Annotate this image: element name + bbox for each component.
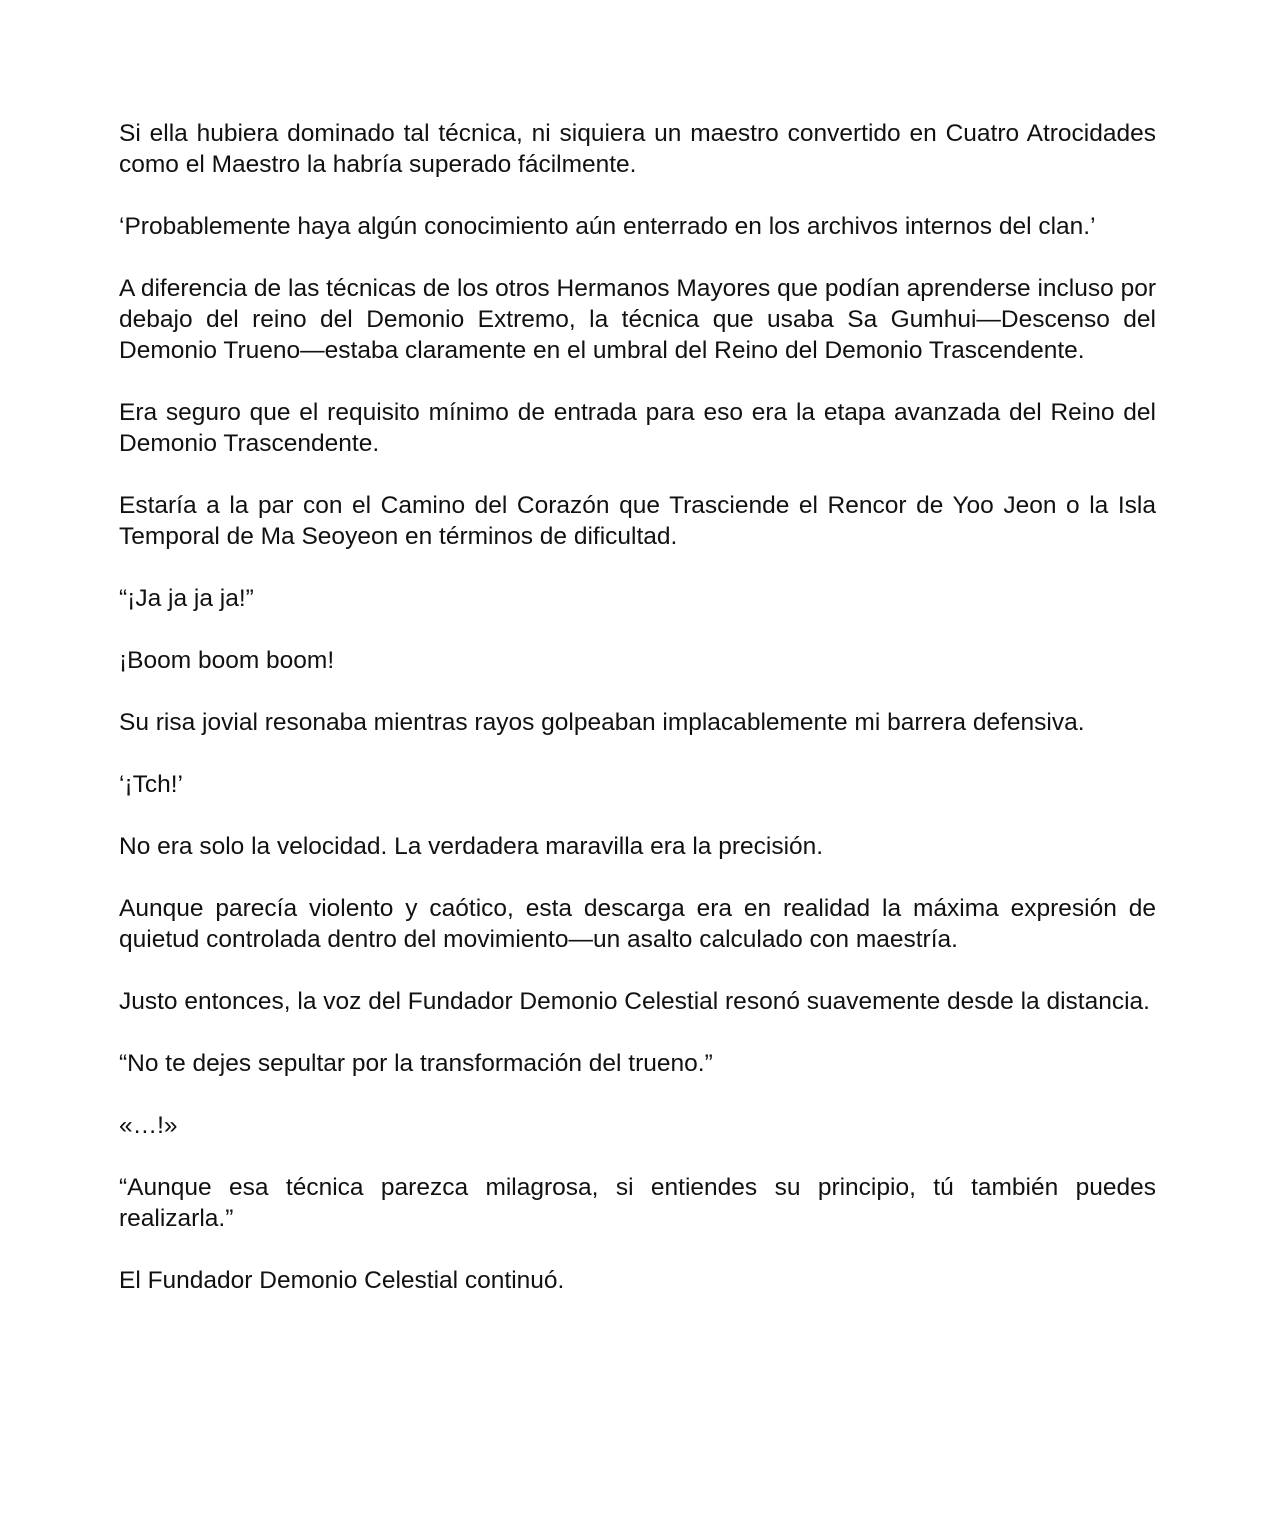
paragraph-10: No era solo la velocidad. La verdadera maravilla era la precisión. bbox=[119, 833, 824, 860]
paragraph-14: «…!» bbox=[119, 1112, 178, 1139]
paragraph-2: ‘Probablemente haya algún conocimiento aún enterrado en los archivos internos del clan.’ bbox=[119, 213, 1096, 240]
paragraph-5: Estaría a la par con el Camino del Corazón que Trasciende el Rencor de Yoo Jeon o la Isla Temporal de Ma Seoyeon en términos de dificultad. bbox=[119, 492, 1156, 550]
paragraph-9: ‘¡Tch!’ bbox=[119, 771, 183, 798]
paragraph-16: El Fundador Demonio Celestial continuó. bbox=[119, 1267, 565, 1294]
paragraph-4: Era seguro que el requisito mínimo de entrada para eso era la etapa avanzada del Reino del Demonio Trascendente. bbox=[119, 399, 1156, 457]
paragraph-15: “Aunque esa técnica parezca milagrosa, si entiendes su principio, tú también puedes realizarla.” bbox=[119, 1174, 1156, 1232]
paragraph-12: Justo entonces, la voz del Fundador Demonio Celestial resonó suavemente desde la distancia. bbox=[119, 988, 1150, 1015]
paragraph-1: Si ella hubiera dominado tal técnica, ni siquiera un maestro convertido en Cuatro Atrocidades como el Maestro la habría superado fácilmente. bbox=[119, 120, 1156, 178]
paragraph-8: Su risa jovial resonaba mientras rayos golpeaban implacablemente mi barrera defensiva. bbox=[119, 709, 1085, 736]
paragraph-13: “No te dejes sepultar por la transformación del trueno.” bbox=[119, 1050, 713, 1077]
paragraph-11: Aunque parecía violento y caótico, esta descarga era en realidad la máxima expresión de quietud controlada dentro del movimiento—un asalto calculado con maestría. bbox=[119, 895, 1156, 953]
paragraph-6: “¡Ja ja ja ja!” bbox=[119, 585, 254, 612]
paragraph-3: A diferencia de las técnicas de los otros Hermanos Mayores que podían aprenderse incluso por debajo del reino del Demonio Extremo, la técnica que usaba Sa Gumhui—Descenso del Demonio Trueno—estaba claramente en el umbral del Reino del Demonio Trascendente. bbox=[119, 275, 1156, 364]
document-page bbox=[119, 118, 1156, 1327]
paragraph-7: ¡Boom boom boom! bbox=[119, 647, 335, 674]
